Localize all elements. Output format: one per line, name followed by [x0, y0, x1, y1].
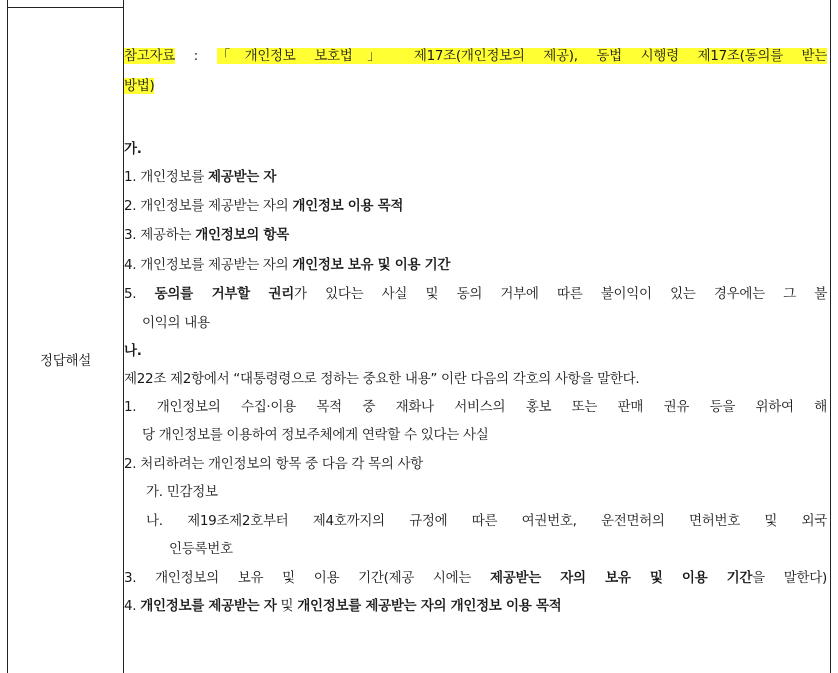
na-item-1: 1. 개인정보의 수집·이용 목적 중 재화나 서비스의 홍보 또는 판매 권유 등을 위하여 해 — [124, 399, 827, 415]
section-ga-heading: 가. — [124, 141, 142, 157]
ga-item-5: 5. 동의를 거부할 권리가 있다는 사실 및 동의 거부에 따른 불이익이 있는 경우에는 그 불 — [124, 286, 827, 302]
reference-line-2 — [124, 77, 154, 97]
na-item-4: 4. 개인정보를 제공받는 자 및 개인정보를 제공받는 자의 개인정보 이용 목적 — [124, 598, 562, 614]
reference-label: 참고자료 — [124, 48, 175, 64]
na-item-2-na: 나. 제19조제2호부터 제4호까지의 규정에 따른 여권번호, 운전면허의 면허번호 및 외국 — [146, 513, 827, 529]
table-border-right — [830, 0, 831, 673]
na-item-2-ga: 가. 민감정보 — [146, 484, 218, 500]
ga-item-2: 2. 개인정보를 제공받는 자의 개인정보 이용 목적 — [124, 198, 404, 214]
reference-text: 「개인정보 보호법」 제17조(개인정보의 제공), 동법 시행령 제17조(동의를 받는 — [216, 48, 828, 64]
na-item-2: 2. 처리하려는 개인정보의 항목 중 다음 각 목의 사항 — [124, 456, 424, 472]
section-na-heading: 나. — [124, 343, 142, 359]
na-item-1-cont: 당 개인정보를 이용하여 정보주체에게 연락할 수 있다는 사실 — [142, 427, 489, 443]
ga-item-5-cont: 이익의 내용 — [142, 315, 210, 331]
ga-item-4: 4. 개인정보를 제공받는 자의 개인정보 보유 및 이용 기간 — [124, 257, 451, 273]
na-item-2-na-cont: 인등록번호 — [169, 541, 233, 557]
reference-line — [124, 47, 827, 67]
na-intro: 제22조 제2항에서 “대통령령으로 정하는 중요한 내용” 이란 다음의 각호의 사항을 말한다. — [124, 371, 640, 387]
reference-text-cont: 방법) — [124, 78, 155, 94]
reference-separator: : — [174, 48, 217, 64]
row-label: 정답해설 — [40, 353, 91, 369]
ga-item-1: 1. 개인정보를 제공받는 자 — [124, 169, 277, 185]
table-top-rule — [7, 7, 123, 8]
na-item-3: 3. 개인정보의 보유 및 이용 기간(제공 시에는 제공받는 자의 보유 및 이용 기간을 말한다) — [124, 570, 827, 586]
table-border-left — [7, 0, 8, 673]
ga-item-3: 3. 제공하는 개인정보의 항목 — [124, 227, 289, 243]
